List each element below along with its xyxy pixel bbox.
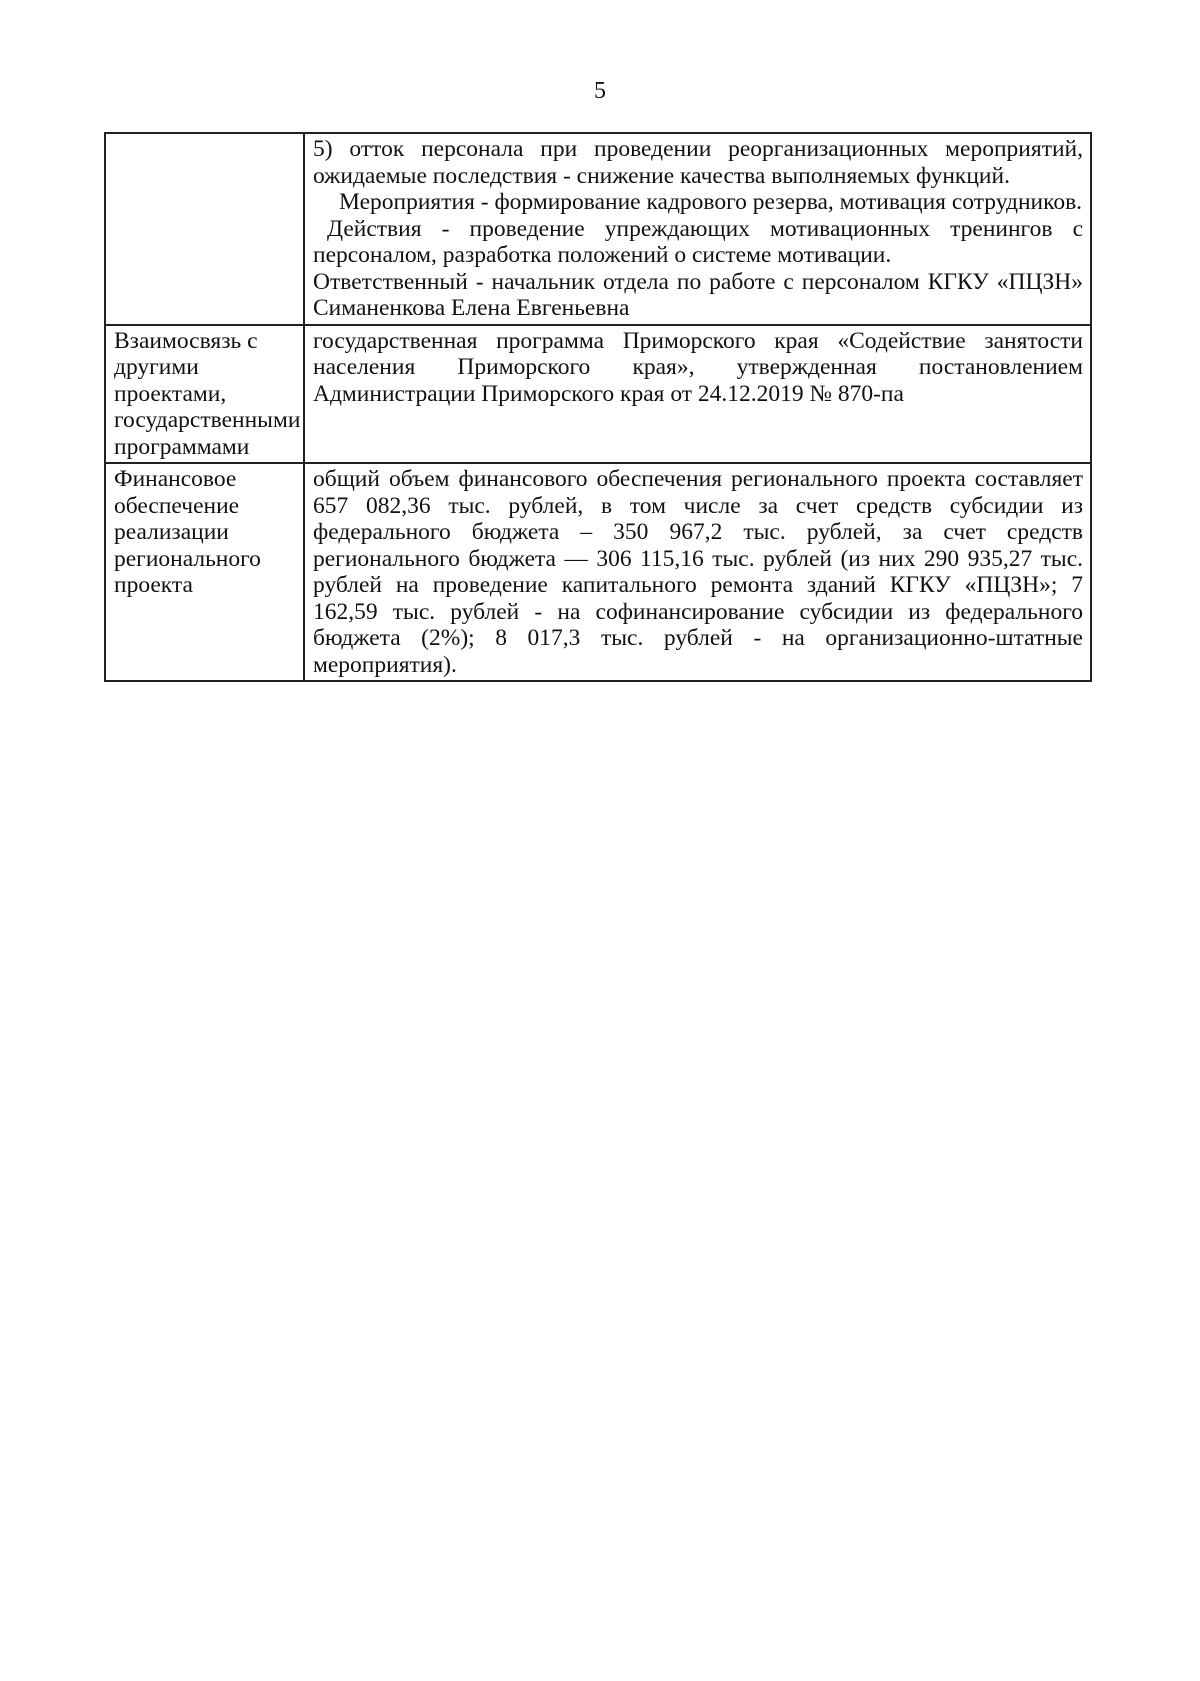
row-content-financing xyxy=(304,463,1091,681)
project-table xyxy=(104,132,1092,682)
row-label-empty xyxy=(105,133,304,325)
risk-paragraph: 5) отток персонала при проведении реорганизационных мероприятий, ожидаемые последствия - снижение качества выполняемых функций. xyxy=(313,136,1083,189)
table-row-financing xyxy=(105,463,1091,681)
row-content-relations xyxy=(304,325,1091,464)
responsible-paragraph: Ответственный - начальник отдела по работе с персоналом КГКУ «ПЦЗН» Симаненкова Елена Евгеньевна xyxy=(313,268,1083,321)
actions-paragraph: Действия - проведение упреждающих мотивационных тренингов с персоналом, разработка положений о системе мотивации. xyxy=(313,215,1083,268)
row-label-relations: Взаимосвязь с другими проектами, государственными программами xyxy=(105,325,304,464)
table-row-relations xyxy=(105,325,1091,464)
row-content-risks xyxy=(304,133,1091,325)
relations-paragraph: государственная программа Приморского края «Содействие занятости населения Приморского края», утвержденная постановлением Администрации Приморского края от 24.12.2019 № 870-па xyxy=(313,327,1083,407)
financing-paragraph: общий объем финансового обеспечения регионального проекта составляет 657 082,36 тыс. рублей, в том числе за счет средств субсидии из федерального бюджета – 350 967,2 тыс. рублей, за счет средств регионального бюджета — 306 115,16 тыс. рублей (из них 290 935,27 тыс. рублей на проведение капитального ремонта зданий КГКУ «ПЦЗН»; 7 162,59 тыс. рублей - на софинансирование субсидии из федерального бюджета (2%); 8 017,3 тыс. рублей - на организационно-штатные мероприятия). xyxy=(313,466,1083,678)
table-row-risks xyxy=(105,133,1091,325)
row-label-financing: Финансовое обеспечение реализации регионального проекта xyxy=(105,463,304,681)
measures-paragraph: Мероприятия - формирование кадрового резерва, мотивация сотрудников. xyxy=(339,189,1083,215)
page-number: 5 xyxy=(594,78,606,104)
